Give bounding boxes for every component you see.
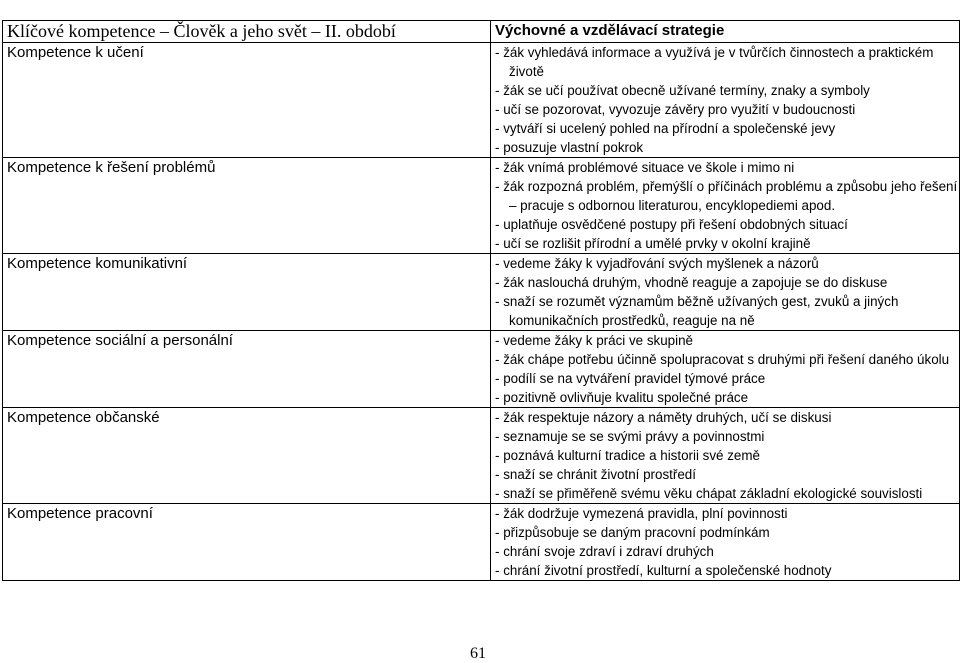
competence-name: Kompetence sociální a personální	[7, 332, 233, 349]
competence-name: Kompetence komunikativní	[7, 255, 188, 272]
list-item: - snaží se chránit životní prostředí	[495, 465, 959, 484]
competences-table	[2, 20, 960, 581]
list-item: - žák chápe potřebu účinně spolupracovat s druhými při řešení daného úkolu	[495, 350, 959, 369]
list-item: - žák vnímá problémové situace ve škole i mimo ni	[495, 158, 959, 177]
list-item: - seznamuje se se svými právy a povinnostmi	[495, 427, 959, 446]
strategies-cell	[491, 331, 960, 408]
strategies-cell	[491, 504, 960, 581]
list-item: - učí se rozlišit přírodní a umělé prvky v okolní krajině	[495, 234, 959, 253]
strategies-heading-cell	[491, 21, 960, 43]
list-item: - vytváří si ucelený pohled na přírodní a společenské jevy	[495, 119, 959, 138]
list-item: - chrání životní prostředí, kulturní a společenské hodnoty	[495, 561, 959, 580]
table-row	[3, 158, 960, 254]
competence-name-cell	[3, 408, 491, 504]
strategy-list	[495, 331, 959, 407]
competence-name-cell	[3, 254, 491, 331]
list-item: - žák se učí používat obecně užívané termíny, znaky a symboly	[495, 81, 959, 100]
strategies-cell	[491, 254, 960, 331]
competence-name-cell	[3, 158, 491, 254]
list-item: - žák naslouchá druhým, vhodně reaguje a zapojuje se do diskuse	[495, 273, 959, 292]
strategies-cell	[491, 158, 960, 254]
list-item: - podílí se na vytváření pravidel týmové práce	[495, 369, 959, 388]
list-item: - žák dodržuje vymezená pravidla, plní povinnosti	[495, 504, 959, 523]
list-item: - přizpůsobuje se daným pracovní podmínkám	[495, 523, 959, 542]
list-item: - snaží se rozumět významům běžně užívaných gest, zvuků a jiných komunikačních prostředků, reaguje na ně	[495, 292, 959, 330]
list-item: - žák vyhledává informace a využívá je v tvůrčích činnostech a praktickém životě	[495, 43, 959, 81]
list-item: - vedeme žáky k práci ve skupině	[495, 331, 959, 350]
page-number: 61	[470, 645, 486, 662]
competence-name: Kompetence pracovní	[7, 505, 153, 522]
competence-name: Kompetence občanské	[7, 409, 160, 426]
competence-name-cell	[3, 43, 491, 158]
table-row	[3, 43, 960, 158]
competence-name-cell	[3, 504, 491, 581]
table-title: Klíčové kompetence – Člověk a jeho svět – II. období	[7, 21, 396, 41]
table-row	[3, 254, 960, 331]
list-item: - vedeme žáky k vyjadřování svých myšlenek a názorů	[495, 254, 959, 273]
title-cell	[3, 21, 491, 43]
competence-name-cell	[3, 331, 491, 408]
list-item: - žák rozpozná problém, přemýšlí o příčinách problému a způsobu jeho řešení – pracuje s odbornou literaturou, encyklopediemi apod.	[495, 177, 959, 215]
strategy-list	[495, 43, 959, 157]
list-item: - posuzuje vlastní pokrok	[495, 138, 959, 157]
list-item: - poznává kulturní tradice a historii své země	[495, 446, 959, 465]
strategy-list	[495, 504, 959, 580]
list-item: - chrání svoje zdraví i zdraví druhých	[495, 542, 959, 561]
table-row	[3, 408, 960, 504]
list-item: - učí se pozorovat, vyvozuje závěry pro využití v budoucnosti	[495, 100, 959, 119]
table-row	[3, 331, 960, 408]
table-header-row	[3, 21, 960, 43]
strategies-cell	[491, 408, 960, 504]
strategy-list	[495, 254, 959, 330]
table-row	[3, 504, 960, 581]
list-item: - žák respektuje názory a náměty druhých, učí se diskusi	[495, 408, 959, 427]
strategy-list	[495, 158, 959, 253]
strategies-cell	[491, 43, 960, 158]
list-item: - snaží se přiměřeně svému věku chápat základní ekologické souvislosti	[495, 484, 959, 503]
strategy-list	[495, 408, 959, 503]
strategies-heading: Výchovné a vzdělávací strategie	[495, 22, 725, 39]
competence-name: Kompetence k učení	[7, 44, 144, 61]
competence-name: Kompetence k řešení problémů	[7, 159, 216, 176]
list-item: - uplatňuje osvědčené postupy při řešení obdobných situací	[495, 215, 959, 234]
list-item: - pozitivně ovlivňuje kvalitu společné práce	[495, 388, 959, 407]
